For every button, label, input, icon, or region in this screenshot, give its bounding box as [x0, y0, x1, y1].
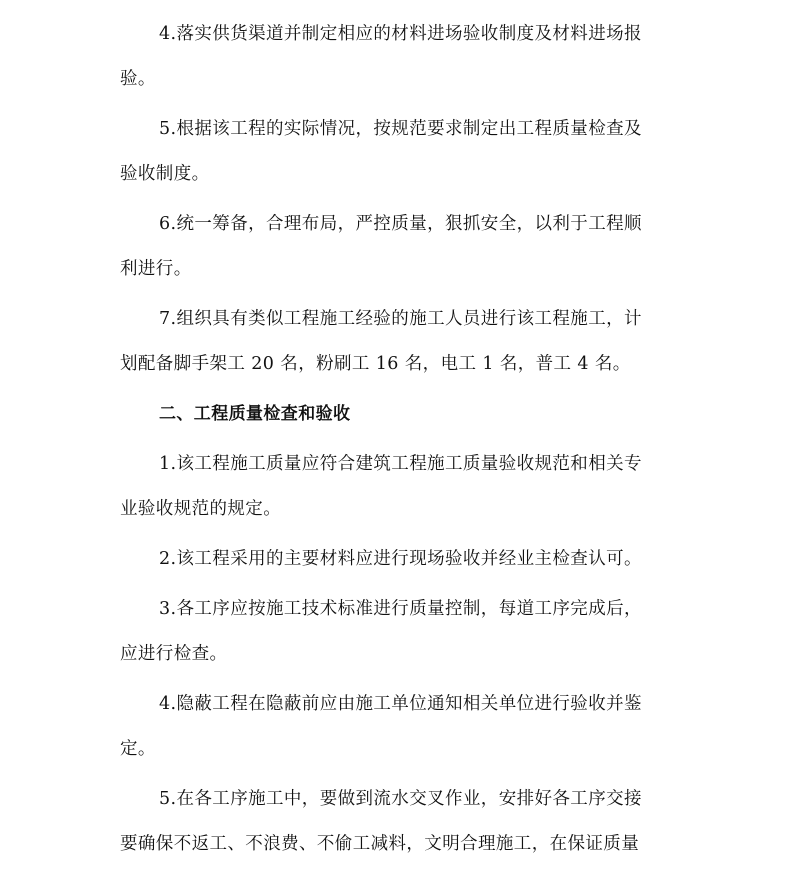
paragraph-line: 7.组织具有类似工程施工经验的施工人员进行该工程施工，计: [159, 309, 642, 329]
paragraph-line: 要确保不返工、不浪费、不偷工减料，文明合理施工，在保证质量: [120, 834, 640, 854]
paragraph-line: 划配备脚手架工 20 名，粉刷工 16 名，电工 1 名，普工 4 名。: [120, 354, 631, 374]
paragraph-staffing: [120, 297, 668, 387]
paragraph-line: 定。: [120, 739, 156, 759]
section-heading: 二、工程质量检查和验收: [159, 404, 351, 424]
paragraph-line: 2.该工程采用的主要材料应进行现场验收并经业主检查认可。: [159, 549, 642, 569]
paragraph-line: 5.根据该工程的实际情况，按规范要求制定出工程质量检查及: [159, 119, 642, 139]
paragraph-concealed-works: [120, 682, 668, 772]
paragraph-line: 利进行。: [120, 259, 192, 279]
paragraph-line: 验收制度。: [120, 164, 210, 184]
paragraph-line: 1.该工程施工质量应符合建筑工程施工质量验收规范和相关专: [159, 454, 642, 474]
paragraph-line: 4.落实供货渠道并制定相应的材料进场验收制度及材料进场报: [159, 24, 642, 44]
paragraph-line: 5.在各工序施工中，要做到流水交叉作业，安排好各工序交接: [159, 789, 642, 809]
paragraph-line: 业验收规范的规定。: [120, 499, 282, 519]
paragraph-acceptance-standards: [120, 442, 668, 532]
paragraph-quality-inspection-system: [120, 107, 668, 197]
paragraph-line: 4.隐蔽工程在隐蔽前应由施工单位通知相关单位进行验收并鉴: [159, 694, 642, 714]
paragraph-material-acceptance: [120, 537, 668, 582]
paragraph-line: 6.统一筹备，合理布局，严控质量，狠抓安全，以利于工程顺: [159, 214, 642, 234]
paragraph-line: 3.各工序应按施工技术标准进行质量控制，每道工序完成后，: [159, 599, 642, 619]
paragraph-overall-planning: [120, 202, 668, 292]
paragraph-line: 应进行检查。: [120, 644, 228, 664]
document-page: [120, 0, 668, 867]
paragraph-cross-operation: [120, 777, 668, 867]
paragraph-process-control: [120, 587, 668, 677]
paragraph-material-supply: [120, 12, 668, 102]
paragraph-line: 验。: [120, 69, 156, 89]
